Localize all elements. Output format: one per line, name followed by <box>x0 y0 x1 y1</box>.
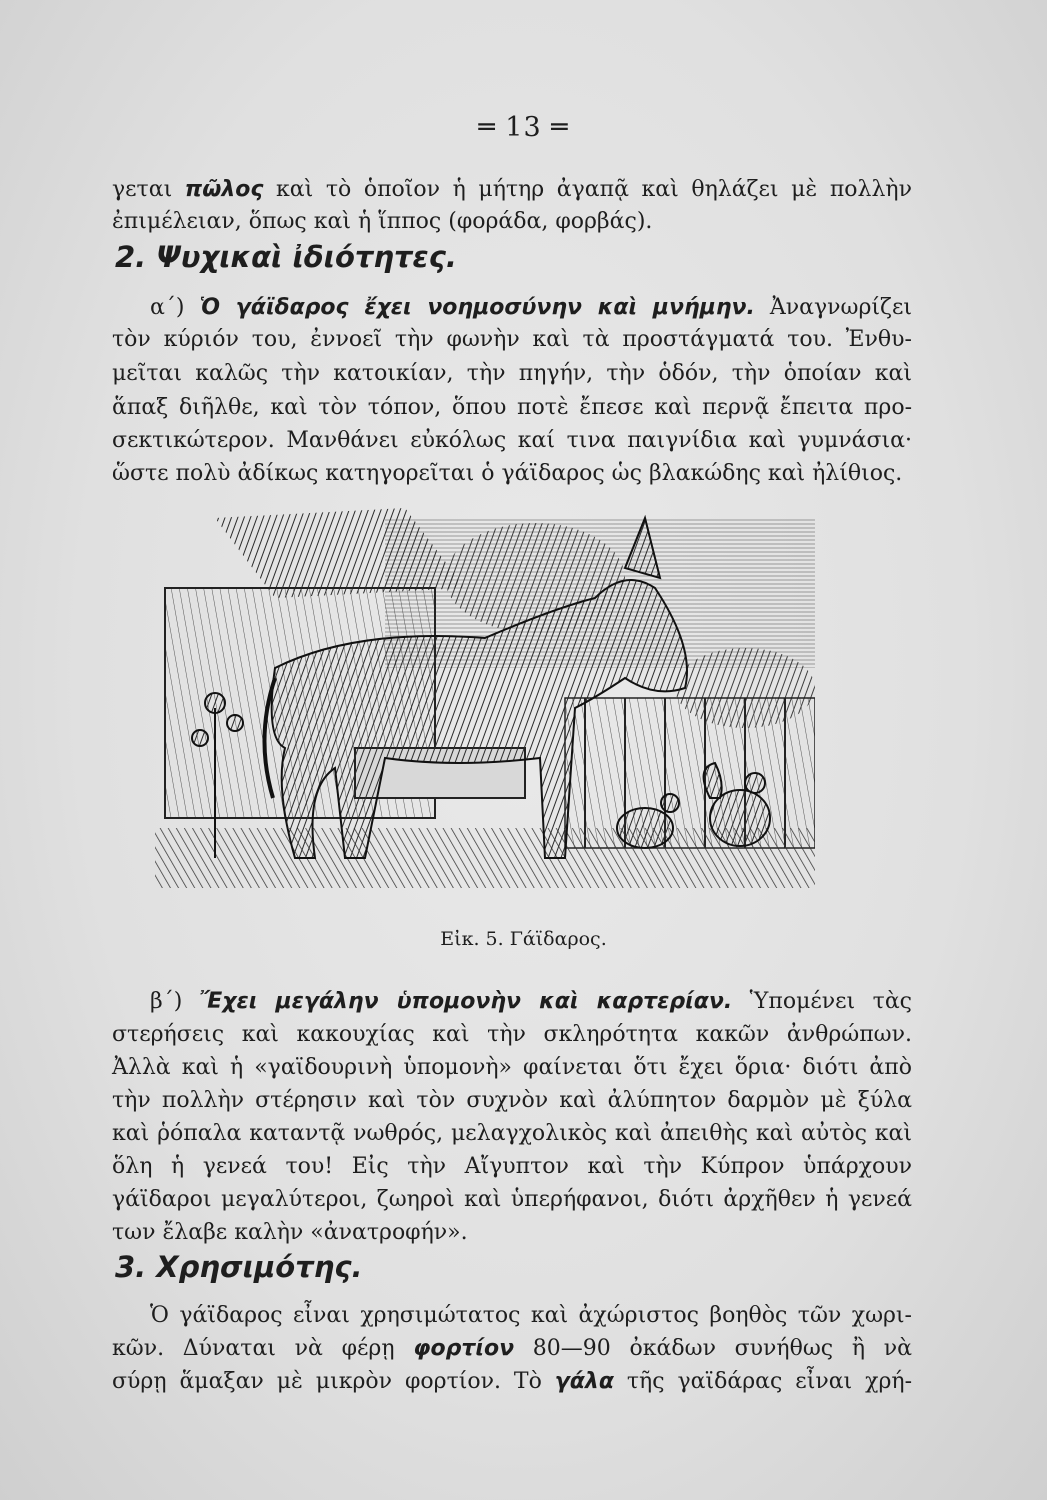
text-run: σύρῃ ἅμαξαν μὲ μικρὸν φορτίον. Τὸ <box>112 1369 555 1394</box>
text-run: Ἀναγνωρίζει <box>754 295 912 320</box>
text-line: Ἀλλὰ καὶ ἡ «γαϊδουρινὴ ὑπομονὴ» φαίνεται ὅτι ἔχει ὅρια· διότι ἀπὸ <box>112 1055 912 1080</box>
text-run: Ὑπομένει τὰς <box>732 989 913 1014</box>
page-number: ═ 13 ═ <box>478 112 569 143</box>
text-run: 80—90 ὀκάδων συνήθως ἢ νὰ <box>514 1336 912 1361</box>
text-line: ἅπαξ διῆλθε, καὶ τὸν τόπον, ὅπου ποτὲ ἔπεσε καὶ περνᾷ ἔπειτα προ- <box>112 395 912 420</box>
bold-term: γάλα <box>554 1369 614 1394</box>
text-line <box>150 292 912 324</box>
text-line <box>112 174 912 206</box>
bold-term: φορτίον <box>413 1336 515 1361</box>
text-run: καὶ τὸ ὁποῖον ἡ μήτηρ ἀγαπᾷ καὶ θηλάζει μὲ πολλὴν <box>263 177 912 202</box>
section-heading: 3. Χρησιμότης. <box>115 1250 363 1284</box>
text-run: γεται <box>112 177 185 202</box>
text-line: γάϊδαροι μεγαλύτεροι, ζωηροὶ καὶ ὑπερήφανοι, διότι ἀρχῆθεν ἡ γενεά <box>112 1187 912 1212</box>
text-line: στερήσεις καὶ κακουχίας καὶ τὴν σκληρότητα κακῶν ἀνθρώπων. <box>112 1022 912 1047</box>
donkey-engraving <box>155 498 815 908</box>
bold-phrase: Ὁ γάϊδαρος ἔχει νοημοσύνην καὶ μνήμην. <box>199 295 755 320</box>
text-line: ὥστε πολὺ ἀδίκως κατηγορεῖται ὁ γάϊδαρος ὡς βλακώδης καὶ ἠλίθιος. <box>112 461 903 486</box>
ground <box>155 828 815 888</box>
text-line: Ὁ γάϊδαρος εἶναι χρησιμώτατος καὶ ἀχώριστος βοηθὸς τῶν χωρι- <box>150 1303 912 1328</box>
text-line <box>112 1333 912 1365</box>
text-line: τὸν κύριόν του, ἐννοεῖ τὴν φωνὴν καὶ τὰ προστάγματά του. Ἐνθυ- <box>112 327 912 352</box>
text-run: β΄) <box>150 989 200 1014</box>
text-line: τὴν πολλὴν στέρησιν καὶ τὸν συχνὸν καὶ ἀλύπητον δαρμὸν μὲ ξύλα <box>112 1088 912 1113</box>
text-run: α΄) <box>150 295 200 320</box>
text-run: κῶν. Δύναται νὰ φέρῃ <box>112 1336 414 1361</box>
text-line: καὶ ῥόπαλα καταντᾷ νωθρός, μελαγχολικὸς καὶ ἀπειθὴς καὶ αὐτὸς καὶ <box>112 1121 912 1146</box>
text-run: τῆς γαϊδάρας εἶναι χρή- <box>613 1369 912 1394</box>
bold-term: πῶλος <box>184 177 264 202</box>
fence <box>565 698 815 848</box>
bold-phrase: Ἔχει μεγάλην ὑπομονὴν καὶ καρτερίαν. <box>199 989 733 1014</box>
text-line: των ἔλαβε καλὴν «ἀνατροφήν». <box>112 1220 468 1245</box>
text-line: ὅλη ἡ γενεά του! Εἰς τὴν Αἴγυπτον καὶ τὴν Κύπρον ὑπάρχουν <box>112 1154 912 1179</box>
text-line <box>112 1366 912 1398</box>
section-heading: 2. Ψυχικαὶ ἰδιότητες. <box>115 240 457 274</box>
text-line: ἐπιμέλειαν, ὅπως καὶ ἡ ἵππος (φοράδα, φορβάς). <box>112 209 653 234</box>
text-line: σεκτικώτερον. Μανθάνει εὐκόλως καί τινα παιγνίδια καὶ γυμνάσια· <box>112 428 912 453</box>
figure-caption: Εἰκ. 5. Γάϊδαρος. <box>440 928 607 950</box>
text-line: μεῖται καλῶς τὴν κατοικίαν, τὴν πηγήν, τὴν ὁδόν, τὴν ὁποίαν καὶ <box>112 361 912 386</box>
text-line <box>150 986 912 1018</box>
